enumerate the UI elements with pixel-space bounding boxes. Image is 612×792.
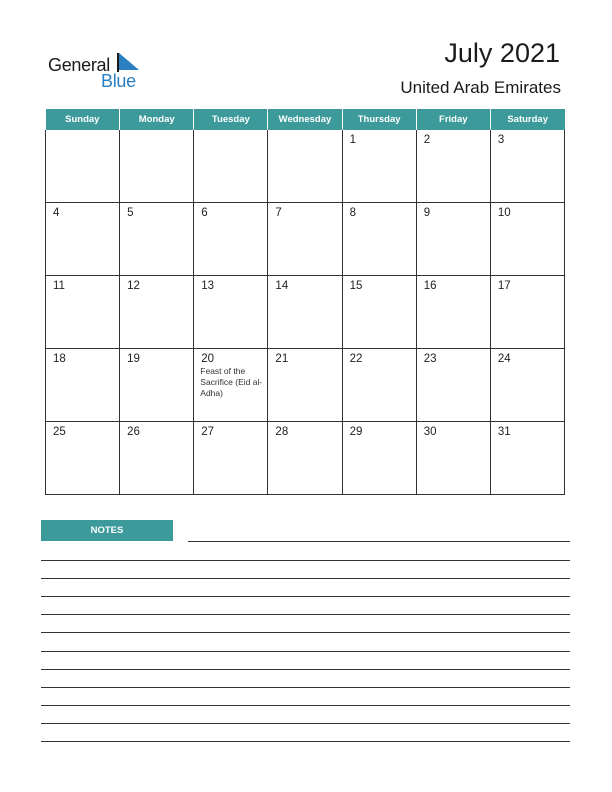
day-number: 25 — [53, 426, 66, 438]
day-cell — [120, 422, 194, 495]
notes-line — [41, 632, 570, 633]
day-cell — [194, 130, 268, 203]
day-number: 19 — [127, 353, 140, 365]
day-cell — [416, 130, 490, 203]
weekday-header: Wednesday — [268, 109, 342, 130]
day-number: 4 — [53, 207, 60, 219]
day-number: 10 — [497, 207, 511, 219]
notes-line — [41, 614, 570, 615]
day-cell — [416, 276, 490, 349]
day-number: 13 — [201, 280, 215, 292]
notes-line — [41, 669, 570, 670]
calendar-grid — [45, 109, 565, 495]
day-cell — [46, 276, 120, 349]
day-number: 7 — [275, 207, 282, 219]
weekday-header: Friday — [416, 109, 490, 130]
day-number: 9 — [423, 207, 431, 219]
day-number: 20 — [201, 353, 215, 365]
day-cell — [490, 276, 564, 349]
day-cell — [120, 349, 194, 422]
day-cell — [490, 130, 564, 203]
day-number — [46, 130, 119, 134]
day-cell — [268, 422, 342, 495]
day-number: 28 — [275, 426, 289, 438]
day-number: 23 — [423, 353, 437, 365]
brand-logo — [48, 52, 158, 92]
notes-line — [41, 723, 570, 724]
day-cell — [342, 422, 416, 495]
day-number: 3 — [497, 134, 505, 146]
weekday-header: Monday — [120, 109, 194, 130]
day-number: 6 — [201, 207, 208, 219]
day-cell — [46, 349, 120, 422]
day-number: 26 — [127, 426, 140, 438]
day-number: 21 — [275, 353, 289, 365]
day-cell — [194, 422, 268, 495]
day-cell — [120, 130, 194, 203]
day-number — [120, 130, 193, 134]
day-cell — [342, 276, 416, 349]
notes-line — [188, 541, 570, 542]
calendar-country: United Arab Emirates — [400, 78, 561, 97]
day-number: 1 — [349, 134, 356, 146]
day-cell — [268, 276, 342, 349]
notes-line — [41, 741, 570, 742]
notes-line — [41, 560, 570, 561]
logo-flag-icon — [117, 53, 141, 72]
day-number: 24 — [497, 353, 511, 365]
day-cell — [268, 349, 342, 422]
notes-line — [41, 596, 570, 597]
week-row — [46, 349, 565, 422]
day-number: 17 — [497, 280, 511, 292]
day-cell — [46, 130, 120, 203]
day-number — [268, 130, 341, 134]
day-number: 2 — [423, 134, 431, 146]
weekday-header: Thursday — [342, 109, 416, 130]
day-cell — [416, 349, 490, 422]
day-cell — [490, 422, 564, 495]
week-row — [46, 203, 565, 276]
notes-label: NOTES — [41, 520, 173, 541]
day-cell — [46, 203, 120, 276]
day-cell — [194, 276, 268, 349]
day-number: 31 — [497, 426, 511, 438]
day-cell — [120, 276, 194, 349]
day-cell — [490, 203, 564, 276]
day-number: 14 — [275, 280, 289, 292]
day-number: 22 — [349, 353, 363, 365]
day-number: 15 — [349, 280, 363, 292]
holiday-label: Feast of the Sacrifice (Eid al-Adha) — [200, 366, 263, 398]
day-number: 8 — [349, 207, 356, 219]
notes-line — [41, 705, 570, 706]
day-number: 29 — [349, 426, 363, 438]
day-number: 12 — [127, 280, 140, 292]
day-cell — [46, 422, 120, 495]
day-cell — [342, 130, 416, 203]
calendar-title: July 2021 — [444, 38, 560, 68]
day-cell — [194, 203, 268, 276]
notes-line — [41, 578, 570, 579]
day-cell — [268, 130, 342, 203]
weekday-header-row — [46, 109, 565, 130]
weekday-header: Tuesday — [194, 109, 268, 130]
notes-line — [41, 687, 570, 688]
day-cell — [416, 422, 490, 495]
day-cell — [120, 203, 194, 276]
day-number: 11 — [53, 280, 65, 292]
week-row — [46, 130, 565, 203]
day-number: 27 — [201, 426, 215, 438]
day-cell — [342, 349, 416, 422]
day-cell — [342, 203, 416, 276]
day-cell — [490, 349, 564, 422]
day-cell — [268, 203, 342, 276]
weekday-header: Saturday — [490, 109, 564, 130]
day-cell — [416, 203, 490, 276]
day-number: 30 — [423, 426, 437, 438]
week-row — [46, 276, 565, 349]
day-number: 18 — [53, 353, 66, 365]
day-cell — [194, 349, 268, 422]
day-number — [194, 130, 267, 134]
weekday-header: Sunday — [46, 109, 120, 130]
logo-word-general: General — [48, 55, 110, 75]
day-number: 16 — [423, 280, 437, 292]
week-row — [46, 422, 565, 495]
day-number: 5 — [127, 207, 134, 219]
notes-line — [41, 651, 570, 652]
logo-word-blue: Blue — [101, 71, 136, 91]
